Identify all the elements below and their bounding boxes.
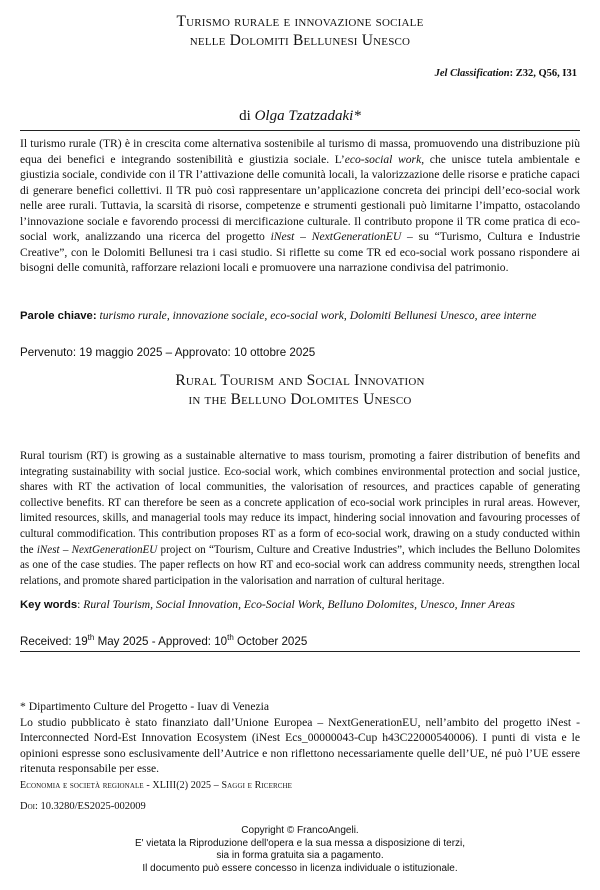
abstract-it-term-2: iNest – NextGenerationEU — [270, 230, 402, 243]
author-name: Olga Tzatzadaki* — [254, 108, 361, 124]
copyright-line-3: sia in forma gratuita sia a pagamento. — [216, 850, 384, 862]
abstract-en-term: iNest – NextGenerationEU — [36, 543, 158, 556]
author-prefix: di — [239, 108, 251, 124]
footnote-funding: Lo studio pubblicato è stato finanziato dall’Unione Europea – NextGenerationEU, nell’ambito del progetto iNest - Interconnected Nord-Est Innovation Ecosystem (iNest Ecs_00000043-Cup h43C22000540006). I punti di vista e le opinioni espresse sono esclusivamente dell’Autrice e non riflettono necessariamente quelle dell’UE, né può l’UE essere ritenuta responsabile per esse. — [20, 715, 580, 776]
abstract-en-part-2: project on “Tourism, Culture and Creative Industries”, which includes the Belluno Dolomites as one of the case studies. The paper reflects on how RT and eco-social work can address community needs, strengthen local relations, and promote shared participation in the valorisation and narration of cultural heritage. — [20, 543, 581, 587]
journal-reference — [20, 780, 292, 791]
dates-english — [20, 633, 307, 648]
abstract-italian — [20, 136, 580, 276]
received-sup: th — [87, 633, 95, 642]
doi — [20, 801, 146, 812]
jel-label: Jel Classification — [434, 68, 510, 79]
abstract-it-part-1: Il turismo rurale (TR) è in crescita come alternativa sostenibile al turismo di massa, promuovendo una distribuzione più equa dei benefici e integrando sostenibilità e giustizia sociale. L’ — [20, 137, 580, 166]
title-english — [20, 371, 580, 409]
received-date: Received: 19 — [20, 634, 88, 648]
keywords-en-text: Rural Tourism, Social Innovation, Eco-Social Work, Belluno Dolomites, Unesco, Inner Areas — [83, 598, 515, 611]
approved-sup: th — [227, 633, 234, 642]
keywords-it-label: Parole chiave: — [20, 310, 97, 322]
keywords-italian — [20, 308, 580, 325]
approved-date: May 2025 - Approved: 10 — [94, 634, 228, 648]
dates-italian: Pervenuto: 19 maggio 2025 – Approvato: 10 ottobre 2025 — [20, 346, 316, 359]
divider-top — [20, 130, 580, 131]
title-english-line-1: Rural Tourism and Social Innovation — [175, 372, 425, 389]
doi-value: 10.3280/ES2025-002009 — [40, 801, 146, 812]
title-italian — [20, 12, 580, 50]
copyright-notice — [0, 825, 600, 875]
keywords-english: Key words: Rural Tourism, Social Innovation, Eco-Social Work, Belluno Dolomites, Unesco, Inner Areas — [20, 598, 515, 611]
title-italian-line-2: nelle Dolomiti Bellunesi Unesco — [189, 32, 411, 49]
copyright-line-1: Copyright © FrancoAngeli. — [241, 825, 359, 836]
journal-section: Saggi e Ricerche — [221, 780, 293, 791]
footnote-affiliation: * Dipartimento Culture del Progetto - Iuav di Venezia — [20, 700, 269, 713]
abstract-it-part-3: – su “Turismo, Cultura e Industrie Creative”, con le Dolomiti Bellunesi tra i casi studio. Si riflette su come TR ed eco-social work possano rispondere ai bisogni delle comunità, rafforzare relazioni locali e promuovere una narrazione condivisa del patrimonio. — [20, 230, 580, 274]
keywords-en-label: Key words — [20, 599, 78, 611]
author-line — [0, 108, 600, 125]
jel-codes: Z32, Q56, I31 — [515, 68, 577, 79]
abstract-en-part-1: Rural tourism (RT) is growing as a sustainable alternative to mass tourism, promoting a fairer distribution of benefits and integrating sustainability with social justice. Eco-social work, which combines environmental protection and social justice, shares with RT the activation of local communities, the valorisation of resources, and practices capable of generating collective benefits. RT can therefore be seen as a concrete application of eco-social work principles in rural areas. However, limited resources, skills, and managerial tools may reduce its impact, hindering social innovation and favouring processes of cultural commodification. This contribution proposes RT as a form of eco-social work, drawing on a study conducted within the — [20, 450, 580, 556]
abstract-it-term-1: eco-social work — [344, 152, 422, 166]
footnote — [20, 699, 580, 777]
divider-bottom — [20, 651, 580, 652]
keywords-it-text: turismo rurale, innovazione sociale, eco-social work, Dolomiti Bellunesi Unesco, aree interne — [99, 309, 537, 322]
copyright-line-2: E' vietata la Riproduzione dell'opera e la sua messa a disposizione di terzi, — [134, 837, 466, 849]
journal-issue: - XLIII(2) 2025 – — [146, 780, 219, 791]
copyright-line-4: Il documento può essere concesso in licenza individuale o istituzionale. — [142, 862, 458, 874]
abstract-english — [20, 449, 580, 589]
title-english-line-2: in the Belluno Dolomites Unesco — [188, 391, 412, 408]
jel-classification: Jel Classification: Z32, Q56, I31 — [434, 68, 577, 79]
approved-month: October 2025 — [233, 634, 308, 648]
journal-name: Economia e società regionale — [20, 780, 144, 791]
title-italian-line-1: Turismo rurale e innovazione sociale — [176, 13, 424, 30]
doi-label: Doi: — [20, 801, 38, 812]
abstract-it-part-2: , che unisce tutela ambientale e giustizia sociale, condivide con il TR l’attivazione delle comunità locali, la valorizzazione delle risorse e pratiche capaci di generare benefici collettivi. Il TR può così rappresentare un’applicazione concreta dei principi dell’eco-social work nelle aree rurali. Tuttavia, la scarsità di risorse, competenze e strumenti gestionali può limitarne l’impatto, ostacolando l’innovazione sociale e favorendo processi di mercificazione culturale. Il contributo propone il TR come pratica di eco-social work, analizzando una ricerca del progetto — [20, 152, 580, 243]
